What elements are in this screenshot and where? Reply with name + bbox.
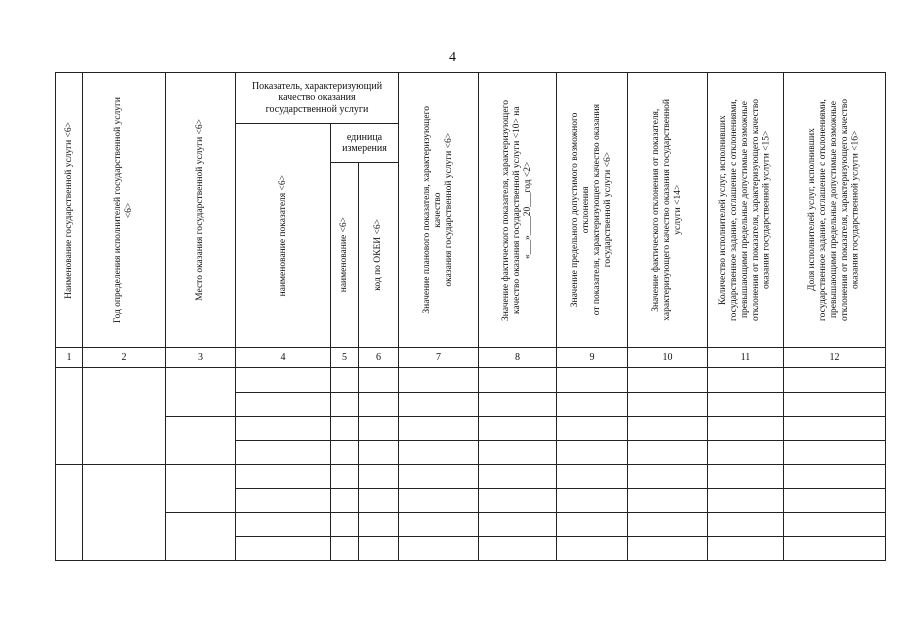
header-actual-value: Значение фактического показателя, характеризующего качество оказания государственной услуги <10> на «___»____20___год <2> <box>479 73 557 348</box>
column-number: 7 <box>399 348 479 368</box>
header-actual-deviation: Значение фактического отклонения от показателя, характеризующего качество оказания государственной услуги <14> <box>628 73 708 348</box>
header-place: Место оказания государственной услуги <6> <box>166 73 236 348</box>
header-unit-group: единица измерения <box>331 124 399 163</box>
header-unit-name: наименование <6> <box>331 163 359 348</box>
table-row <box>56 368 886 393</box>
header-service-name: Наименование государственной услуги <6> <box>56 73 83 348</box>
cell-place <box>166 368 236 417</box>
header-indicator-name: наименование показателя <6> <box>236 124 331 348</box>
header-allowed-deviation: Значение предельного допустимого возможного отклонения от показателя, характеризующего качество оказания государственной услуги <6> <box>557 73 628 348</box>
header-executors-share: Доля исполнителей услуг, исполнивших государственное задание, соглашение с отклонениями, превышающими предельные допустимые возможные отклонения от показателя, характеризующего качество оказания государственной услуги <16> <box>784 73 886 348</box>
column-number: 9 <box>557 348 628 368</box>
column-number: 12 <box>784 348 886 368</box>
cell-service-name <box>56 465 83 561</box>
column-number: 4 <box>236 348 331 368</box>
cell-service-name <box>56 368 83 465</box>
quality-indicators-table <box>55 72 886 561</box>
column-number: 11 <box>708 348 784 368</box>
cell-place <box>166 513 236 561</box>
header-indicator-group: Показатель, характеризующий качество оказания государственной услуги <box>236 73 399 124</box>
table-row <box>56 513 886 537</box>
cell-place <box>166 465 236 513</box>
column-number: 1 <box>56 348 83 368</box>
cell-year <box>83 465 166 561</box>
header-executors-count: Количество исполнителей услуг, исполнивших государственное задание, соглашение с отклонениями, превышающими предельные допустимые возможные отклонения от показателя, характеризующего качество оказания государственной услуги <15> <box>708 73 784 348</box>
column-number: 8 <box>479 348 557 368</box>
header-planned-value: Значение планового показателя, характеризующего качество оказания государственной услуги <6> <box>399 73 479 348</box>
column-number: 2 <box>83 348 166 368</box>
column-number: 3 <box>166 348 236 368</box>
table-row <box>56 417 886 441</box>
header-year: Год определения исполнителей государственной услуги <6> <box>83 73 166 348</box>
column-numbers-row <box>56 348 886 368</box>
page-number: 4 <box>449 50 456 65</box>
column-number: 10 <box>628 348 708 368</box>
column-number: 5 <box>331 348 359 368</box>
header-okei-code: код по ОКЕИ <6> <box>359 163 399 348</box>
cell-place <box>166 417 236 465</box>
table-row <box>56 465 886 489</box>
cell-year <box>83 368 166 465</box>
column-number: 6 <box>359 348 399 368</box>
